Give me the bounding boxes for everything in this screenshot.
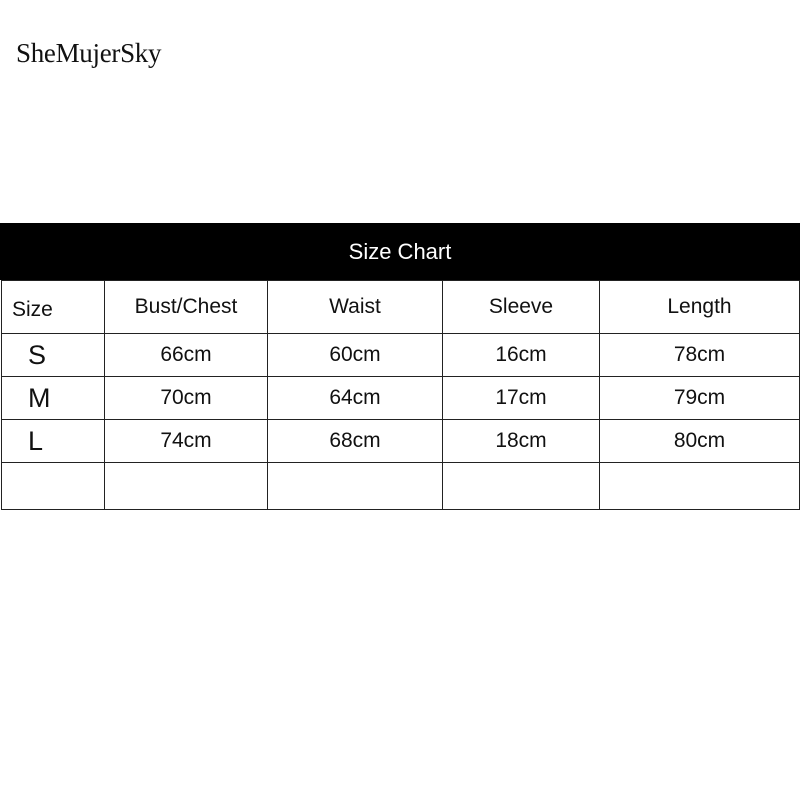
- brand-name: SheMujerSky: [16, 38, 162, 68]
- sleeve-cell: 18cm: [443, 420, 600, 463]
- header-bust-chest: Bust/Chest: [105, 281, 268, 334]
- table-row: [2, 420, 800, 463]
- bust-cell: 74cm: [105, 420, 268, 463]
- header-size: Size: [2, 281, 105, 334]
- size-cell: M: [2, 377, 105, 420]
- length-cell: 78cm: [600, 334, 800, 377]
- table-row: [2, 377, 800, 420]
- sleeve-cell: 17cm: [443, 377, 600, 420]
- size-cell: S: [2, 334, 105, 377]
- chart-title-bar: [0, 223, 800, 280]
- length-cell: 80cm: [600, 420, 800, 463]
- header-waist: Waist: [268, 281, 443, 334]
- size-cell: L: [2, 420, 105, 463]
- empty-cell: [105, 463, 268, 510]
- sleeve-cell: 16cm: [443, 334, 600, 377]
- size-chart-table: [1, 280, 800, 510]
- empty-cell: [443, 463, 600, 510]
- table-row: [2, 334, 800, 377]
- header-length: Length: [600, 281, 800, 334]
- bust-cell: 66cm: [105, 334, 268, 377]
- empty-cell: [268, 463, 443, 510]
- empty-cell: [2, 463, 105, 510]
- waist-cell: 64cm: [268, 377, 443, 420]
- bust-cell: 70cm: [105, 377, 268, 420]
- chart-title: Size Chart: [348, 238, 452, 264]
- length-cell: 79cm: [600, 377, 800, 420]
- empty-table-row: [2, 463, 800, 510]
- header-sleeve: Sleeve: [443, 281, 600, 334]
- waist-cell: 68cm: [268, 420, 443, 463]
- table-header-row: [2, 281, 800, 334]
- empty-cell: [600, 463, 800, 510]
- waist-cell: 60cm: [268, 334, 443, 377]
